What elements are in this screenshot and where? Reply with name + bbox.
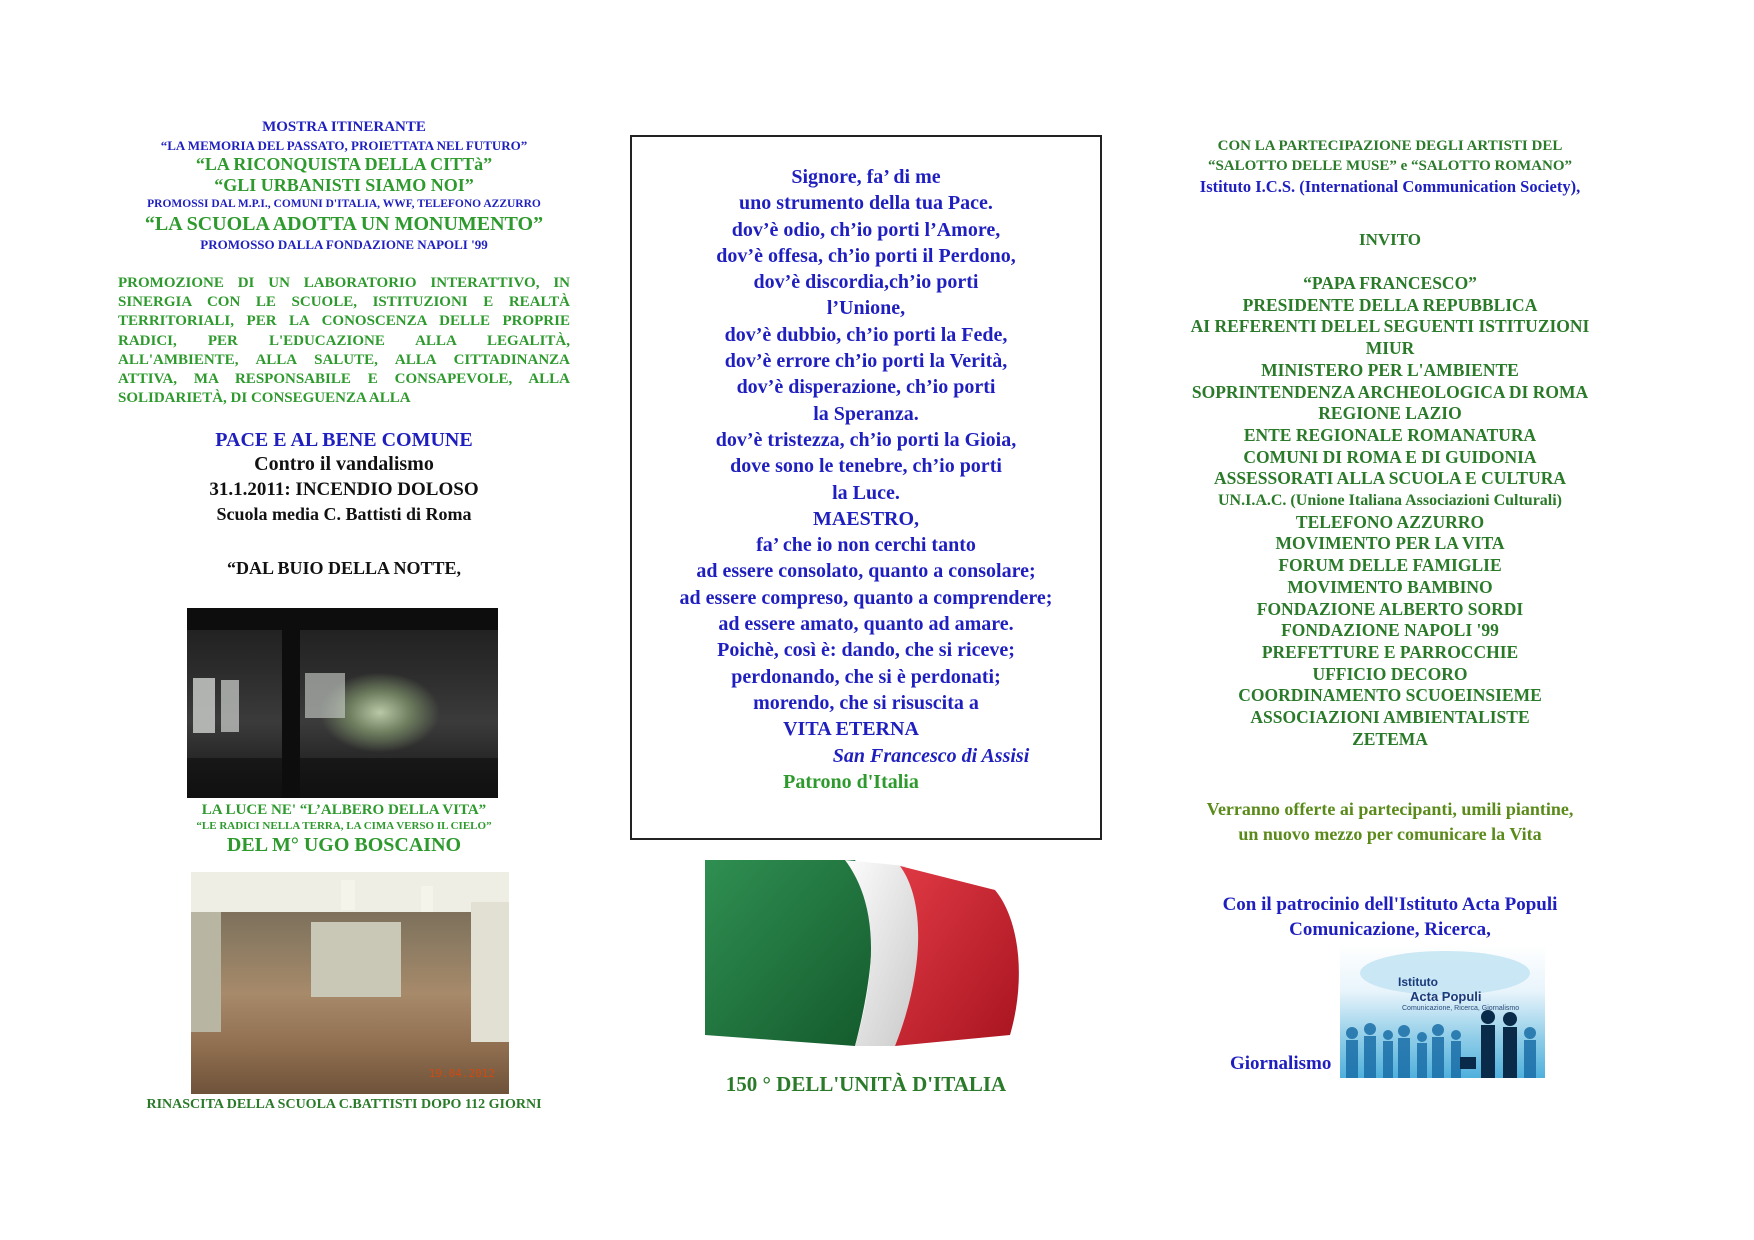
recipient-item: AI REFERENTI DELEL SEGUENTI ISTITUZIONI xyxy=(1190,316,1590,337)
recipient-item: MINISTERO PER L'AMBIENTE xyxy=(1261,359,1519,380)
promotion-paragraph: PROMOZIONE DI UN LABORATORIO INTERATTIVO, IN SINERGIA CON LE SCUOLE, ISTITUZIONI E REALTÀ TERRITORIALI, PER LA CONOSCENZA DELLE PROPRIE RADICI, PER L'EDUCAZIONE ALLA LEGALITÀ, ALL'AMBIENTE, ALLA SALUTE, ALLA CITTADINANZA ATTIVA, MA RESPONSABILE E CONSAPEVOLE, ALLA SOLIDARIETÀ, DI CONSEGUENZA ALLA xyxy=(118,275,570,407)
recipient-item: COMUNI DI ROMA E DI GUIDONIA xyxy=(1243,446,1537,467)
offer-line: un nuovo mezzo per comunicare la Vita xyxy=(1238,824,1542,844)
prayer-patron: Patrono d'Italia xyxy=(783,770,919,793)
prayer-line: dov’è odio, ch’io porti l’Amore, xyxy=(731,218,1001,241)
prayer-line: MAESTRO, xyxy=(812,507,920,530)
salotto-line: “SALOTTO DELLE MUSE” e “SALOTTO ROMANO” xyxy=(1207,158,1573,174)
prayer-line: dov’è dubbio, ch’io porti la Fede, xyxy=(724,323,1008,346)
prayer-line: ad essere consolato, quanto a consolare; xyxy=(696,560,1036,583)
recipient-item: ENTE REGIONALE ROMANATURA xyxy=(1243,424,1537,445)
prayer-line: dov’è tristezza, ch’io porti la Gioia, xyxy=(715,428,1017,451)
recipient-item: “PAPA FRANCESCO” xyxy=(1303,273,1477,293)
recipient-item: ASSOCIAZIONI AMBIENTALISTE xyxy=(1250,707,1530,728)
recipient-item: MOVIMENTO PER LA VITA xyxy=(1275,533,1505,554)
ics-line: Istituto I.C.S. (International Communication Society), xyxy=(1199,177,1581,196)
tree-caption-title: LA LUCE NE' “L’ALBERO DELLA VITA” xyxy=(201,802,487,818)
reconquest-title: “LA RICONQUISTA DELLA CITTà” xyxy=(195,154,493,174)
promoters-line: PROMOSSI DAL M.P.I., COMUNI D'ITALIA, WWF, TELEFONO AZZURRO xyxy=(147,198,541,210)
patronage-line: Comunicazione, Ricerca, xyxy=(1289,919,1491,940)
prayer-line: Signore, fa’ di me xyxy=(791,166,941,188)
prayer-line: la Speranza. xyxy=(813,402,919,425)
fire-date-line: 31.1.2011: INCENDIO DOLOSO xyxy=(209,479,479,500)
tree-caption-subtitle: “LE RADICI NELLA TERRA, LA CIMA VERSO IL CIELO” xyxy=(196,820,492,832)
journalism-label: Giornalismo xyxy=(1230,1053,1332,1074)
prayer-line: uno strumento della tua Pace. xyxy=(739,192,993,215)
tree-caption-author: DEL M° UGO BOSCAINO xyxy=(226,834,462,856)
logo-line2: Acta Populi xyxy=(1410,989,1482,1004)
peace-block xyxy=(118,428,570,527)
left-column xyxy=(118,118,570,253)
recipient-item: UFFICIO DECORO xyxy=(1312,663,1468,684)
urbanists-title: “GLI URBANISTI SIAMO NOI” xyxy=(214,175,474,195)
prayer-line: Poichè, così è: dando, che si riceve; xyxy=(717,639,1015,662)
participation-line: CON LA PARTECIPAZIONE DEGLI ARTISTI DEL xyxy=(1217,138,1563,154)
school-name-line: Scuola media C. Battisti di Roma xyxy=(216,504,472,524)
peace-heading: PACE E AL BENE COMUNE xyxy=(215,429,473,451)
prayer-signature: San Francesco di Assisi xyxy=(832,744,1030,767)
recipient-item: COORDINAMENTO SCUOEINSIEME xyxy=(1238,685,1542,706)
prayer-text xyxy=(630,164,1102,795)
recipient-item: ASSESSORATI ALLA SCUOLA E CULTURA xyxy=(1213,468,1567,489)
prayer-line: dov’è errore ch’io porti la Verità, xyxy=(724,350,1008,373)
rebirth-caption: RINASCITA DELLA SCUOLA C.BATTISTI DOPO 112 GIORNI xyxy=(146,1097,542,1112)
prayer-line: la Luce. xyxy=(832,481,900,504)
invito-heading: INVITO xyxy=(1358,230,1422,249)
tree-of-life-caption xyxy=(118,802,570,857)
offer-note xyxy=(1160,797,1620,847)
flag-icon xyxy=(705,860,1026,1046)
prayer-line: dov’è disperazione, ch’io porti xyxy=(736,376,996,399)
prayer-line: morendo, che si risuscita a xyxy=(753,691,979,714)
prayer-line: l’Unione, xyxy=(826,297,906,320)
school-monument-title: “LA SCUOLA ADOTTA UN MONUMENTO” xyxy=(144,213,544,235)
patronage-line: Con il patrocinio dell'Istituto Acta Populi xyxy=(1222,894,1558,915)
right-column-header xyxy=(1160,136,1620,198)
prayer-line: ad essere amato, quanto ad amare. xyxy=(718,613,1014,636)
exhibition-subtitle: “LA MEMORIA DEL PASSATO, PROIETTATA NEL FUTURO” xyxy=(160,138,528,153)
burnt-school-photo xyxy=(187,608,498,798)
prayer-line: dov’è discordia,ch’io porti xyxy=(753,271,979,294)
recipients-list xyxy=(1160,273,1620,750)
logo-line1: Istituto xyxy=(1398,975,1438,989)
recipient-item: UN.I.A.C. (Unione Italiana Associazioni Culturali) xyxy=(1217,492,1563,510)
prayer-line: fa’ che io non cerchi tanto xyxy=(756,534,976,557)
recipient-item: MOVIMENTO BAMBINO xyxy=(1287,576,1493,597)
naples-foundation-line: PROMOSSO DALLA FONDAZIONE NAPOLI '99 xyxy=(200,237,488,252)
recipient-item: FONDAZIONE NAPOLI '99 xyxy=(1281,620,1499,641)
italian-flag-image xyxy=(705,860,1026,1046)
exhibition-title: MOSTRA ITINERANTE xyxy=(262,119,426,135)
logo-subline: Comunicazione, Ricerca, Giornalismo xyxy=(1402,1005,1520,1012)
prayer-line: VITA ETERNA xyxy=(783,718,919,741)
dal-buio-line: “DAL BUIO DELLA NOTTE, xyxy=(226,558,462,578)
renovated-school-photo xyxy=(191,872,509,1094)
recipient-item: FORUM DELLE FAMIGLIE xyxy=(1278,555,1502,576)
recipient-item: ZETEMA xyxy=(1352,728,1428,749)
unification-caption: 150 ° DELL'UNITÀ D'ITALIA xyxy=(725,1072,1007,1096)
prayer-line: perdonando, che si è perdonati; xyxy=(731,665,1001,688)
acta-populi-logo xyxy=(1340,945,1545,1078)
offer-line: Verranno offerte ai partecipanti, umili piantine, xyxy=(1206,799,1574,819)
recipient-item: REGIONE LAZIO xyxy=(1318,403,1462,424)
prayer-line: ad essere compreso, quanto a comprendere; xyxy=(679,586,1053,609)
vandalism-line: Contro il vandalismo xyxy=(254,453,434,475)
photo-date-stamp: 19.04.2012 xyxy=(428,1067,495,1080)
recipient-item: SOPRINTENDENZA ARCHEOLOGICA DI ROMA xyxy=(1191,381,1589,402)
patronage-note xyxy=(1160,892,1620,942)
recipient-item: FONDAZIONE ALBERTO SORDI xyxy=(1256,598,1524,619)
recipient-item: PREFETTURE E PARROCCHIE xyxy=(1261,641,1519,662)
recipient-item: PRESIDENTE DELLA REPUBBLICA xyxy=(1242,294,1538,315)
prayer-line: dov’è offesa, ch’io porti il Perdono, xyxy=(716,244,1016,267)
prayer-line: dove sono le tenebre, ch’io porti xyxy=(730,455,1002,478)
recipient-item: MIUR xyxy=(1365,338,1415,359)
recipient-item: TELEFONO AZZURRO xyxy=(1295,511,1485,532)
